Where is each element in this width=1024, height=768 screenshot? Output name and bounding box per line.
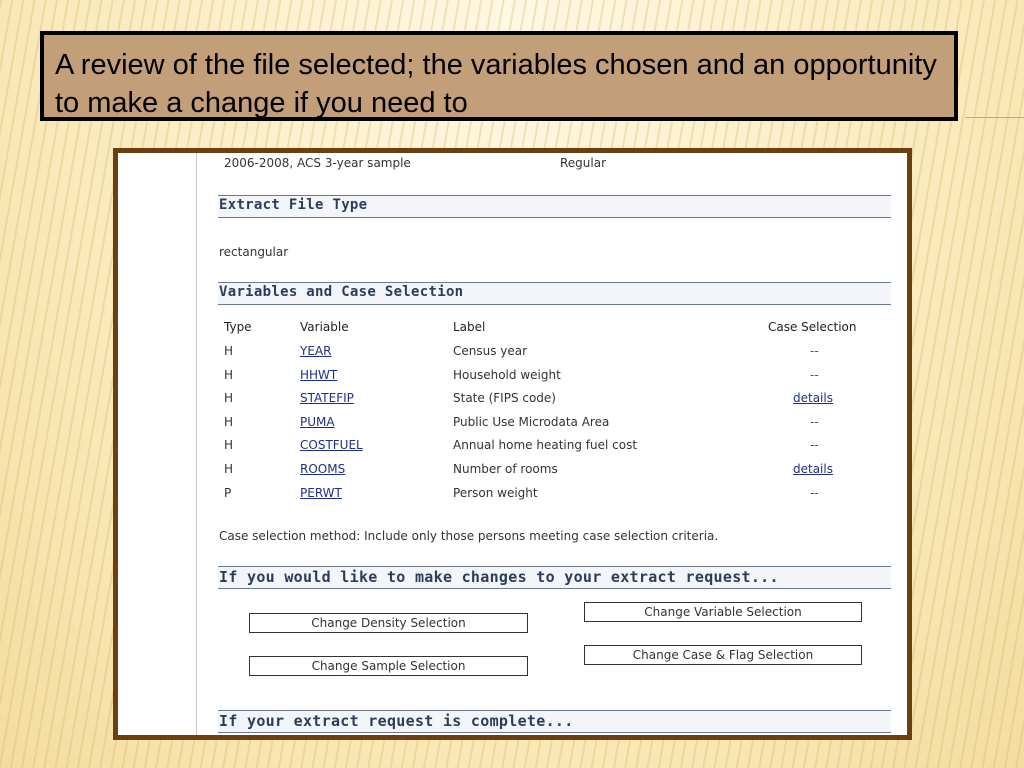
variable-link[interactable]: HHWT [300, 368, 338, 382]
row-type: H [224, 391, 234, 405]
row-label: Public Use Microdata Area [453, 415, 610, 429]
case-selection-details-link[interactable]: details [793, 462, 833, 476]
variables-section-title: Variables and Case Selection [219, 284, 464, 300]
change-case-flag-button[interactable]: Change Case & Flag Selection [584, 645, 862, 665]
row-type: H [224, 368, 234, 382]
case-selection-value: -- [810, 438, 819, 452]
change-density-button[interactable]: Change Density Selection [249, 613, 528, 633]
changes-section-header [218, 566, 891, 589]
case-selection-value: -- [810, 344, 819, 358]
case-selection-method-note: Case selection method: Include only those persons meeting case selection criteria. [219, 529, 719, 543]
row-type: H [224, 344, 234, 358]
slide-title: A review of the file selected; the variables chosen and an opportunity to make a change if you need to [55, 49, 937, 119]
row-type: H [224, 438, 234, 452]
accent-line [965, 117, 1024, 118]
case-selection-value: -- [810, 486, 819, 500]
row-label: Number of rooms [453, 462, 558, 476]
change-variable-button[interactable]: Change Variable Selection [584, 602, 862, 622]
changes-section-title: If you would like to make changes to your extract request... [219, 568, 779, 586]
complete-section-title: If your extract request is complete... [219, 712, 574, 730]
column-header-variable: Variable [300, 320, 349, 334]
variables-section-header [218, 282, 891, 305]
row-type: H [224, 462, 234, 476]
sample-name: 2006-2008, ACS 3-year sample [224, 156, 411, 170]
slide-title-box [40, 31, 958, 121]
column-header-label: Label [453, 320, 486, 334]
row-label: Person weight [453, 486, 538, 500]
row-label: Household weight [453, 368, 561, 382]
variable-link[interactable]: PUMA [300, 415, 335, 429]
variable-link[interactable]: ROOMS [300, 462, 346, 476]
variable-link[interactable]: COSTFUEL [300, 438, 363, 452]
row-type: P [224, 486, 232, 500]
variable-link[interactable]: YEAR [300, 344, 332, 358]
extract-file-type-header [218, 195, 891, 218]
row-label: Census year [453, 344, 528, 358]
sample-density: Regular [560, 156, 607, 170]
case-selection-value: -- [810, 415, 819, 429]
variable-link[interactable]: STATEFIP [300, 391, 354, 405]
extract-file-type-value: rectangular [219, 245, 289, 259]
left-divider [196, 153, 197, 735]
case-selection-value: -- [810, 368, 819, 382]
row-type: H [224, 415, 234, 429]
row-label: Annual home heating fuel cost [453, 438, 638, 452]
complete-section-header [218, 710, 891, 733]
extract-review-page [118, 153, 907, 735]
extract-file-type-title: Extract File Type [219, 197, 368, 213]
variable-link[interactable]: PERWT [300, 486, 342, 500]
column-header-type: Type [224, 320, 252, 334]
row-label: State (FIPS code) [453, 391, 556, 405]
case-selection-details-link[interactable]: details [793, 391, 833, 405]
change-sample-button[interactable]: Change Sample Selection [249, 656, 528, 676]
screenshot-frame [113, 148, 912, 740]
column-header-case-selection: Case Selection [768, 320, 857, 334]
